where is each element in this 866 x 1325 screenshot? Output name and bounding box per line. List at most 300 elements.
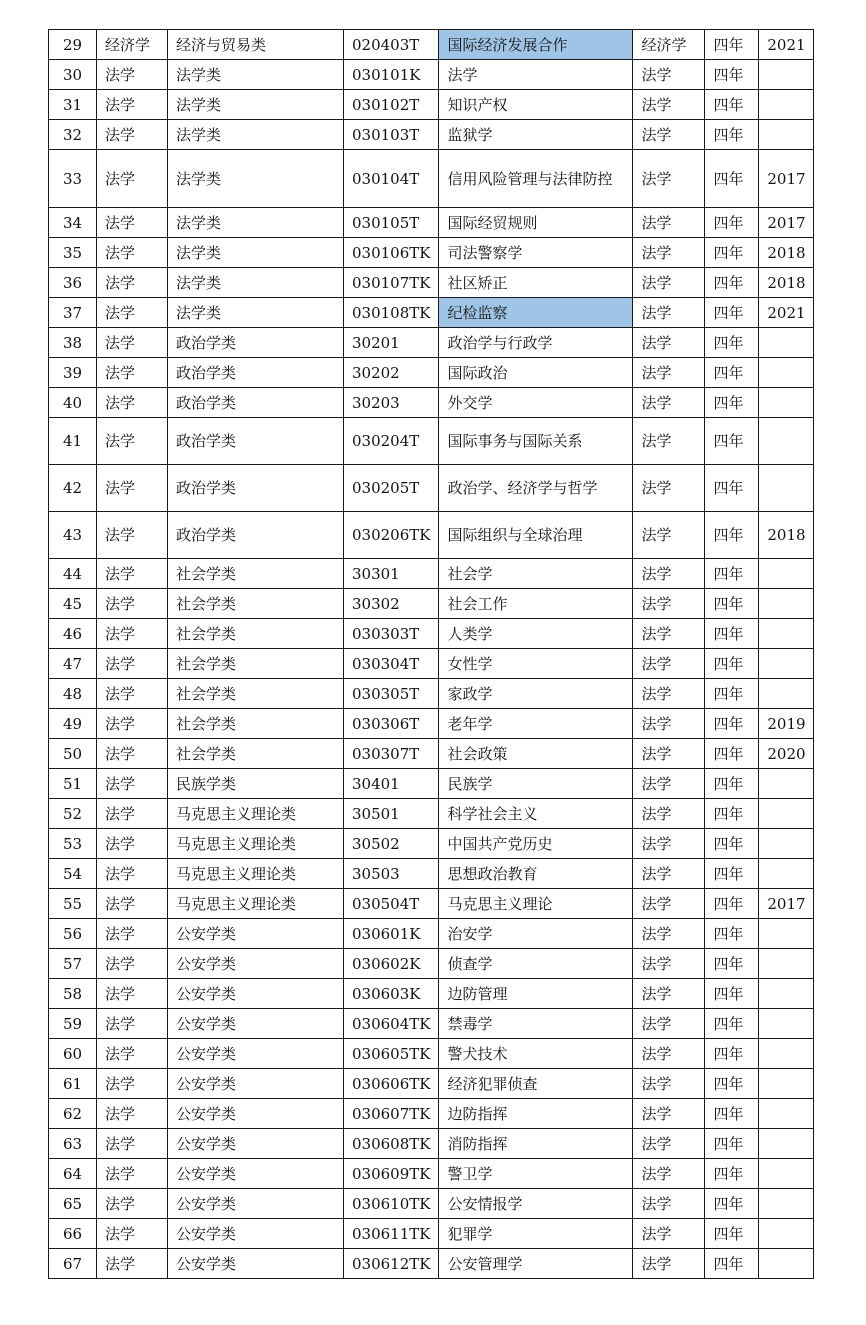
year-added-cell [759, 1249, 814, 1279]
table-row [49, 769, 814, 799]
major-name-cell: 边防管理 [439, 979, 633, 1009]
category-cell: 公安学类 [168, 1069, 344, 1099]
table-row [49, 1219, 814, 1249]
degree-cell: 法学 [633, 60, 705, 90]
category-cell: 法学类 [168, 150, 344, 208]
discipline-cell: 法学 [97, 1249, 168, 1279]
duration-cell: 四年 [705, 829, 759, 859]
row-number: 32 [49, 120, 97, 150]
row-number: 56 [49, 919, 97, 949]
row-number: 41 [49, 418, 97, 465]
major-name-cell: 司法警察学 [439, 238, 633, 268]
table-row [49, 589, 814, 619]
major-name-cell: 犯罪学 [439, 1219, 633, 1249]
year-added-cell [759, 1189, 814, 1219]
table-row [49, 388, 814, 418]
major-name-cell: 警犬技术 [439, 1039, 633, 1069]
duration-cell: 四年 [705, 208, 759, 238]
row-number: 66 [49, 1219, 97, 1249]
degree-cell: 法学 [633, 268, 705, 298]
major-name-cell: 中国共产党历史 [439, 829, 633, 859]
degree-cell: 法学 [633, 919, 705, 949]
code-cell: 030609TK [344, 1159, 439, 1189]
degree-cell: 法学 [633, 1069, 705, 1099]
code-cell: 030603K [344, 979, 439, 1009]
category-cell: 社会学类 [168, 679, 344, 709]
degree-cell: 法学 [633, 238, 705, 268]
discipline-cell: 法学 [97, 859, 168, 889]
row-number: 29 [49, 30, 97, 60]
category-cell: 社会学类 [168, 559, 344, 589]
discipline-cell: 法学 [97, 769, 168, 799]
category-cell: 法学类 [168, 120, 344, 150]
discipline-cell: 法学 [97, 1219, 168, 1249]
discipline-cell: 法学 [97, 1189, 168, 1219]
duration-cell: 四年 [705, 1099, 759, 1129]
discipline-cell: 经济学 [97, 30, 168, 60]
major-name-cell: 经济犯罪侦查 [439, 1069, 633, 1099]
code-cell: 030611TK [344, 1219, 439, 1249]
code-cell: 030612TK [344, 1249, 439, 1279]
category-cell: 公安学类 [168, 979, 344, 1009]
table-row [49, 1099, 814, 1129]
year-added-cell [759, 949, 814, 979]
degree-cell: 法学 [633, 208, 705, 238]
category-cell: 公安学类 [168, 1219, 344, 1249]
major-name-cell: 政治学与行政学 [439, 328, 633, 358]
category-cell: 法学类 [168, 268, 344, 298]
category-cell: 社会学类 [168, 709, 344, 739]
table-row [49, 1189, 814, 1219]
duration-cell: 四年 [705, 919, 759, 949]
row-number: 58 [49, 979, 97, 1009]
degree-cell: 法学 [633, 739, 705, 769]
major-name-cell: 信用风险管理与法律防控 [439, 150, 633, 208]
row-number: 62 [49, 1099, 97, 1129]
table-row [49, 418, 814, 465]
year-added-cell: 2021 [759, 30, 814, 60]
duration-cell: 四年 [705, 589, 759, 619]
year-added-cell [759, 619, 814, 649]
category-cell: 法学类 [168, 60, 344, 90]
code-cell: 30301 [344, 559, 439, 589]
degree-cell: 法学 [633, 150, 705, 208]
major-name-cell: 国际政治 [439, 358, 633, 388]
category-cell: 公安学类 [168, 1129, 344, 1159]
discipline-cell: 法学 [97, 120, 168, 150]
discipline-cell: 法学 [97, 465, 168, 512]
code-cell: 30203 [344, 388, 439, 418]
year-added-cell [759, 60, 814, 90]
discipline-cell: 法学 [97, 619, 168, 649]
year-added-cell: 2019 [759, 709, 814, 739]
discipline-cell: 法学 [97, 979, 168, 1009]
discipline-cell: 法学 [97, 208, 168, 238]
category-cell: 公安学类 [168, 919, 344, 949]
year-added-cell: 2018 [759, 512, 814, 559]
degree-cell: 法学 [633, 619, 705, 649]
degree-cell: 法学 [633, 1099, 705, 1129]
year-added-cell: 2020 [759, 739, 814, 769]
discipline-cell: 法学 [97, 358, 168, 388]
discipline-cell: 法学 [97, 512, 168, 559]
major-name-cell: 老年学 [439, 709, 633, 739]
code-cell: 30401 [344, 769, 439, 799]
code-cell: 030206TK [344, 512, 439, 559]
year-added-cell [759, 1129, 814, 1159]
row-number: 44 [49, 559, 97, 589]
category-cell: 马克思主义理论类 [168, 799, 344, 829]
code-cell: 030101K [344, 60, 439, 90]
discipline-cell: 法学 [97, 1129, 168, 1159]
table-row [49, 919, 814, 949]
row-number: 49 [49, 709, 97, 739]
year-added-cell [759, 418, 814, 465]
year-added-cell [759, 1099, 814, 1129]
row-number: 31 [49, 90, 97, 120]
row-number: 52 [49, 799, 97, 829]
category-cell: 法学类 [168, 90, 344, 120]
year-added-cell [759, 559, 814, 589]
row-number: 48 [49, 679, 97, 709]
degree-cell: 经济学 [633, 30, 705, 60]
year-added-cell [759, 120, 814, 150]
category-cell: 法学类 [168, 238, 344, 268]
degree-cell: 法学 [633, 1039, 705, 1069]
degree-cell: 法学 [633, 1009, 705, 1039]
table-row [49, 30, 814, 60]
duration-cell: 四年 [705, 328, 759, 358]
degree-cell: 法学 [633, 979, 705, 1009]
degree-cell: 法学 [633, 90, 705, 120]
category-cell: 政治学类 [168, 465, 344, 512]
discipline-cell: 法学 [97, 589, 168, 619]
major-name-cell: 思想政治教育 [439, 859, 633, 889]
duration-cell: 四年 [705, 859, 759, 889]
major-name-cell: 国际经贸规则 [439, 208, 633, 238]
row-number: 33 [49, 150, 97, 208]
table-row [49, 208, 814, 238]
year-added-cell [759, 465, 814, 512]
code-cell: 030106TK [344, 238, 439, 268]
degree-cell: 法学 [633, 1249, 705, 1279]
duration-cell: 四年 [705, 619, 759, 649]
year-added-cell: 2017 [759, 150, 814, 208]
code-cell: 030107TK [344, 268, 439, 298]
code-cell: 030305T [344, 679, 439, 709]
code-cell: 030304T [344, 649, 439, 679]
degree-cell: 法学 [633, 889, 705, 919]
discipline-cell: 法学 [97, 238, 168, 268]
year-added-cell [759, 679, 814, 709]
table-row [49, 120, 814, 150]
category-cell: 社会学类 [168, 649, 344, 679]
code-cell: 30202 [344, 358, 439, 388]
row-number: 60 [49, 1039, 97, 1069]
category-cell: 政治学类 [168, 388, 344, 418]
major-name-cell: 边防指挥 [439, 1099, 633, 1129]
degree-cell: 法学 [633, 1189, 705, 1219]
year-added-cell [759, 1039, 814, 1069]
discipline-cell: 法学 [97, 388, 168, 418]
degree-cell: 法学 [633, 829, 705, 859]
duration-cell: 四年 [705, 150, 759, 208]
major-catalog-table [48, 29, 814, 1279]
category-cell: 法学类 [168, 298, 344, 328]
duration-cell: 四年 [705, 388, 759, 418]
major-name-cell: 家政学 [439, 679, 633, 709]
code-cell: 030605TK [344, 1039, 439, 1069]
row-number: 59 [49, 1009, 97, 1039]
code-cell: 030108TK [344, 298, 439, 328]
discipline-cell: 法学 [97, 150, 168, 208]
discipline-cell: 法学 [97, 1009, 168, 1039]
table-row [49, 859, 814, 889]
code-cell: 30502 [344, 829, 439, 859]
year-added-cell: 2017 [759, 889, 814, 919]
major-name-cell: 社会学 [439, 559, 633, 589]
category-cell: 公安学类 [168, 949, 344, 979]
category-cell: 公安学类 [168, 1189, 344, 1219]
row-number: 54 [49, 859, 97, 889]
table-row [49, 1249, 814, 1279]
duration-cell: 四年 [705, 90, 759, 120]
row-number: 63 [49, 1129, 97, 1159]
table-row [49, 1009, 814, 1039]
category-cell: 政治学类 [168, 512, 344, 559]
year-added-cell [759, 1219, 814, 1249]
row-number: 42 [49, 465, 97, 512]
year-added-cell [759, 859, 814, 889]
duration-cell: 四年 [705, 298, 759, 328]
table-row [49, 619, 814, 649]
major-name-cell: 科学社会主义 [439, 799, 633, 829]
code-cell: 030608TK [344, 1129, 439, 1159]
code-cell: 030307T [344, 739, 439, 769]
category-cell: 民族学类 [168, 769, 344, 799]
year-added-cell [759, 829, 814, 859]
duration-cell: 四年 [705, 799, 759, 829]
duration-cell: 四年 [705, 649, 759, 679]
row-number: 55 [49, 889, 97, 919]
discipline-cell: 法学 [97, 799, 168, 829]
degree-cell: 法学 [633, 589, 705, 619]
degree-cell: 法学 [633, 649, 705, 679]
table-row [49, 328, 814, 358]
year-added-cell [759, 1009, 814, 1039]
duration-cell: 四年 [705, 418, 759, 465]
major-name-cell: 马克思主义理论 [439, 889, 633, 919]
row-number: 43 [49, 512, 97, 559]
discipline-cell: 法学 [97, 328, 168, 358]
row-number: 39 [49, 358, 97, 388]
major-name-cell: 国际经济发展合作 [439, 30, 633, 60]
year-added-cell [759, 1069, 814, 1099]
major-name-cell: 政治学、经济学与哲学 [439, 465, 633, 512]
category-cell: 经济与贸易类 [168, 30, 344, 60]
duration-cell: 四年 [705, 60, 759, 90]
row-number: 51 [49, 769, 97, 799]
table-row [49, 268, 814, 298]
category-cell: 政治学类 [168, 358, 344, 388]
major-name-cell: 知识产权 [439, 90, 633, 120]
major-name-cell: 社会工作 [439, 589, 633, 619]
category-cell: 马克思主义理论类 [168, 829, 344, 859]
table-row [49, 739, 814, 769]
degree-cell: 法学 [633, 418, 705, 465]
degree-cell: 法学 [633, 298, 705, 328]
code-cell: 030103T [344, 120, 439, 150]
degree-cell: 法学 [633, 769, 705, 799]
discipline-cell: 法学 [97, 1069, 168, 1099]
degree-cell: 法学 [633, 859, 705, 889]
code-cell: 030504T [344, 889, 439, 919]
year-added-cell [759, 649, 814, 679]
code-cell: 030604TK [344, 1009, 439, 1039]
row-number: 57 [49, 949, 97, 979]
year-added-cell [759, 799, 814, 829]
code-cell: 030610TK [344, 1189, 439, 1219]
degree-cell: 法学 [633, 679, 705, 709]
major-name-cell: 公安情报学 [439, 1189, 633, 1219]
code-cell: 030601K [344, 919, 439, 949]
discipline-cell: 法学 [97, 1159, 168, 1189]
category-cell: 社会学类 [168, 589, 344, 619]
duration-cell: 四年 [705, 709, 759, 739]
table-row [49, 799, 814, 829]
year-added-cell [759, 358, 814, 388]
duration-cell: 四年 [705, 559, 759, 589]
major-name-cell: 治安学 [439, 919, 633, 949]
discipline-cell: 法学 [97, 90, 168, 120]
major-name-cell: 民族学 [439, 769, 633, 799]
year-added-cell [759, 388, 814, 418]
code-cell: 030104T [344, 150, 439, 208]
category-cell: 马克思主义理论类 [168, 859, 344, 889]
degree-cell: 法学 [633, 120, 705, 150]
major-name-cell: 国际组织与全球治理 [439, 512, 633, 559]
major-name-cell: 社区矫正 [439, 268, 633, 298]
table-row [49, 709, 814, 739]
degree-cell: 法学 [633, 388, 705, 418]
discipline-cell: 法学 [97, 60, 168, 90]
row-number: 46 [49, 619, 97, 649]
code-cell: 30503 [344, 859, 439, 889]
category-cell: 公安学类 [168, 1249, 344, 1279]
row-number: 35 [49, 238, 97, 268]
discipline-cell: 法学 [97, 559, 168, 589]
year-added-cell: 2017 [759, 208, 814, 238]
table-row [49, 512, 814, 559]
degree-cell: 法学 [633, 1129, 705, 1159]
duration-cell: 四年 [705, 268, 759, 298]
table-row [49, 358, 814, 388]
major-name-cell: 禁毒学 [439, 1009, 633, 1039]
row-number: 34 [49, 208, 97, 238]
degree-cell: 法学 [633, 559, 705, 589]
major-name-cell: 人类学 [439, 619, 633, 649]
major-name-cell: 纪检监察 [439, 298, 633, 328]
discipline-cell: 法学 [97, 919, 168, 949]
duration-cell: 四年 [705, 1159, 759, 1189]
discipline-cell: 法学 [97, 739, 168, 769]
duration-cell: 四年 [705, 769, 759, 799]
table-row [49, 1069, 814, 1099]
major-name-cell: 法学 [439, 60, 633, 90]
year-added-cell: 2018 [759, 238, 814, 268]
duration-cell: 四年 [705, 1189, 759, 1219]
table-row [49, 979, 814, 1009]
discipline-cell: 法学 [97, 268, 168, 298]
code-cell: 030205T [344, 465, 439, 512]
code-cell: 030303T [344, 619, 439, 649]
row-number: 53 [49, 829, 97, 859]
category-cell: 马克思主义理论类 [168, 889, 344, 919]
code-cell: 030602K [344, 949, 439, 979]
table-row [49, 889, 814, 919]
table-row [49, 298, 814, 328]
category-cell: 法学类 [168, 208, 344, 238]
table-row [49, 829, 814, 859]
discipline-cell: 法学 [97, 1099, 168, 1129]
row-number: 61 [49, 1069, 97, 1099]
table-row [49, 150, 814, 208]
category-cell: 社会学类 [168, 739, 344, 769]
table-row [49, 559, 814, 589]
duration-cell: 四年 [705, 1129, 759, 1159]
code-cell: 030607TK [344, 1099, 439, 1129]
year-added-cell [759, 1159, 814, 1189]
category-cell: 公安学类 [168, 1159, 344, 1189]
duration-cell: 四年 [705, 889, 759, 919]
row-number: 38 [49, 328, 97, 358]
row-number: 40 [49, 388, 97, 418]
code-cell: 020403T [344, 30, 439, 60]
table-row [49, 679, 814, 709]
duration-cell: 四年 [705, 238, 759, 268]
year-added-cell: 2021 [759, 298, 814, 328]
category-cell: 政治学类 [168, 418, 344, 465]
row-number: 50 [49, 739, 97, 769]
table-row [49, 60, 814, 90]
degree-cell: 法学 [633, 1219, 705, 1249]
row-number: 65 [49, 1189, 97, 1219]
code-cell: 030204T [344, 418, 439, 465]
table-row [49, 649, 814, 679]
duration-cell: 四年 [705, 1069, 759, 1099]
major-name-cell: 公安管理学 [439, 1249, 633, 1279]
table-row [49, 465, 814, 512]
code-cell: 30501 [344, 799, 439, 829]
duration-cell: 四年 [705, 1219, 759, 1249]
table-body [49, 30, 814, 1279]
duration-cell: 四年 [705, 949, 759, 979]
row-number: 36 [49, 268, 97, 298]
code-cell: 030306T [344, 709, 439, 739]
table-row [49, 1159, 814, 1189]
code-cell: 30302 [344, 589, 439, 619]
major-name-cell: 警卫学 [439, 1159, 633, 1189]
category-cell: 公安学类 [168, 1039, 344, 1069]
major-name-cell: 国际事务与国际关系 [439, 418, 633, 465]
year-added-cell [759, 328, 814, 358]
code-cell: 30201 [344, 328, 439, 358]
table-row [49, 238, 814, 268]
duration-cell: 四年 [705, 512, 759, 559]
code-cell: 030105T [344, 208, 439, 238]
year-added-cell: 2018 [759, 268, 814, 298]
discipline-cell: 法学 [97, 709, 168, 739]
